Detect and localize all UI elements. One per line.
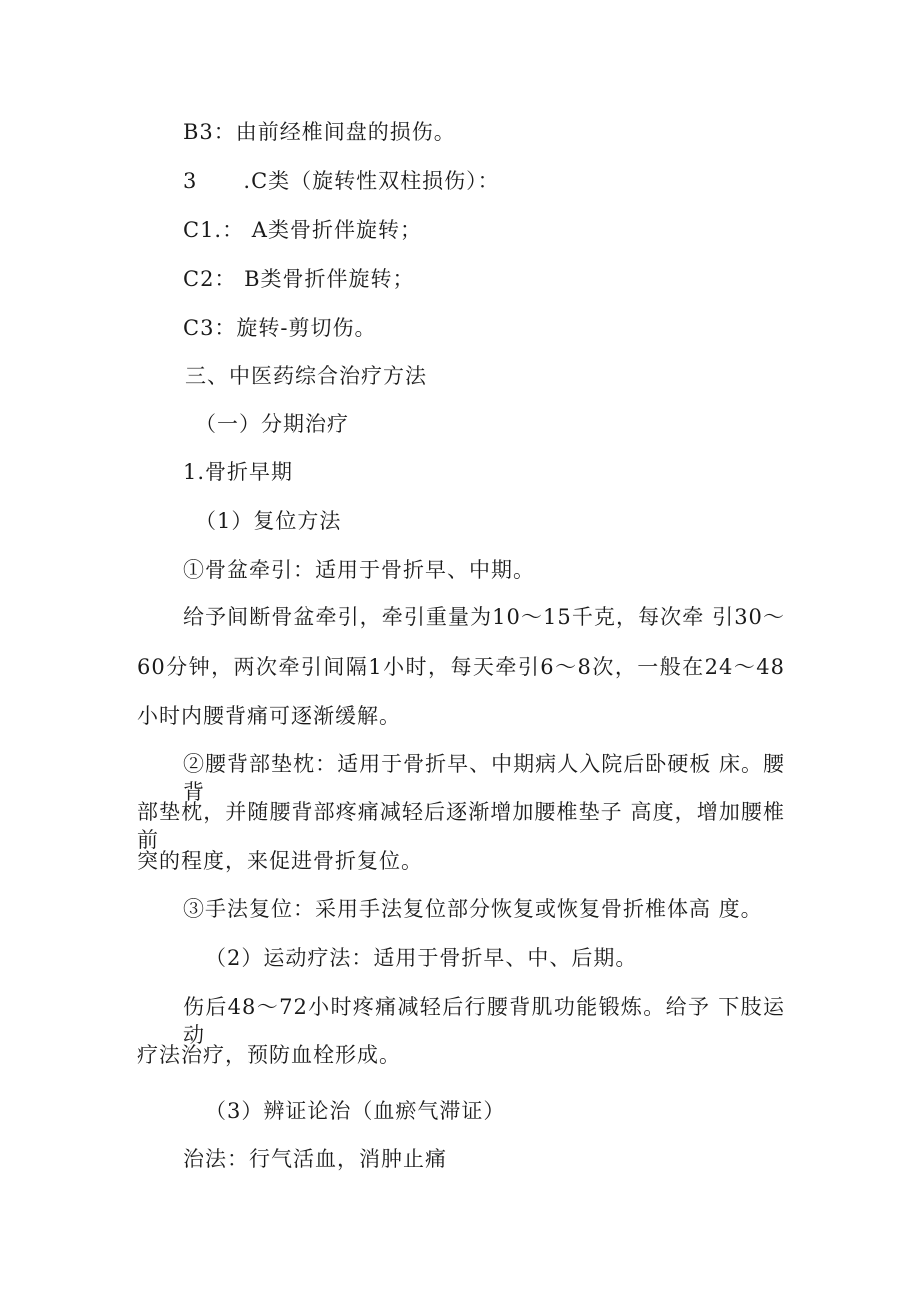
pelvic-traction-line-1: 给予间断骨盆牵引，牵引重量为10～15千克，每次牵 引30～: [183, 605, 785, 629]
c-category-heading: 3 .C类（旋转性双柱损伤）：: [183, 169, 500, 193]
treatment-principle-line: 治法：行气活血，消肿止痛: [183, 1147, 447, 1171]
reduction-method-heading: （1）复位方法: [195, 509, 342, 533]
exercise-therapy-line-1: 伤后48～72小时疼痛减轻后行腰背肌功能锻炼。给予 下肢运动: [183, 995, 785, 1047]
exercise-therapy-line-2: 疗法治疗，预防血栓形成。: [137, 1043, 401, 1067]
syndrome-treatment-heading: （3）辨证论治（血瘀气滞证）: [205, 1099, 506, 1123]
exercise-therapy-heading: （2）运动疗法：适用于骨折早、中、后期。: [205, 946, 638, 970]
lumbar-pillow-line-3: 突的程度，来促进骨折复位。: [137, 849, 423, 873]
pelvic-traction-title: ①骨盆牵引：适用于骨折早、中期。: [183, 558, 535, 582]
lumbar-pillow-line-2: 部垫枕，并随腰背部疼痛减轻后逐渐增加腰椎垫子 高度，增加腰椎前: [137, 800, 785, 852]
c2-line: C2： B类骨折伴旋转；: [183, 267, 415, 291]
section-three-heading: 三、中医药综合治疗方法: [185, 364, 427, 388]
manual-reduction-line: ③手法复位：采用手法复位部分恢复或恢复骨折椎体高 度。: [183, 897, 763, 921]
lumbar-pillow-line-1: ②腰背部垫枕：适用于骨折早、中期病人入院后卧硬板 床。腰背: [183, 752, 785, 804]
early-fracture-heading: 1.骨折早期: [183, 460, 294, 484]
c1-line: C1.： A类骨折伴旋转；: [183, 218, 422, 242]
staged-treatment-heading: （一）分期治疗: [195, 412, 349, 436]
pelvic-traction-line-2: 60分钟，两次牵引间隔1小时，每天牵引6～8次，一般在24～48: [137, 655, 785, 679]
pelvic-traction-line-3: 小时内腰背痛可逐渐缓解。: [137, 704, 401, 728]
c3-line: C3：旋转-剪切伤。: [183, 316, 377, 340]
b3-line: B3：由前经椎间盘的损伤。: [183, 120, 456, 144]
